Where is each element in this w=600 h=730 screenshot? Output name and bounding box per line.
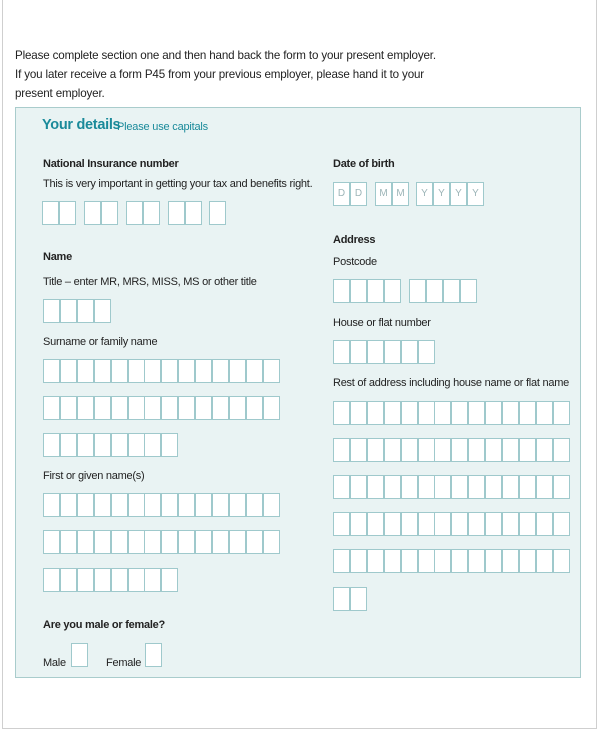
postcode-box[interactable] (443, 279, 460, 303)
intro-text (15, 46, 575, 103)
first-name-box[interactable] (246, 530, 263, 554)
dob-box[interactable]: D (333, 182, 350, 206)
first-name-box[interactable] (128, 493, 145, 517)
surname-box[interactable] (144, 396, 161, 420)
address-box[interactable] (384, 549, 401, 573)
address-box[interactable] (350, 401, 367, 425)
address-box[interactable] (502, 549, 519, 573)
address-box[interactable] (333, 587, 350, 611)
surname-box[interactable] (263, 359, 280, 383)
ni-number-box[interactable] (42, 201, 59, 225)
surname-box[interactable] (229, 396, 246, 420)
address-box[interactable] (384, 438, 401, 462)
address-box[interactable] (434, 401, 451, 425)
surname-box[interactable] (178, 396, 195, 420)
address-box[interactable] (451, 438, 468, 462)
address-box[interactable] (333, 475, 350, 499)
postcode-box[interactable] (384, 279, 401, 303)
first-name-box[interactable] (178, 530, 195, 554)
first-name-box[interactable] (111, 493, 128, 517)
surname-box[interactable] (246, 359, 263, 383)
address-box[interactable] (485, 475, 502, 499)
address-box[interactable] (485, 512, 502, 536)
ni-number-box[interactable] (59, 201, 76, 225)
address-box[interactable] (434, 475, 451, 499)
postcode-box[interactable] (426, 279, 443, 303)
first-name-box[interactable] (212, 493, 229, 517)
female-checkbox[interactable] (145, 643, 162, 667)
address-box[interactable] (384, 475, 401, 499)
postcode-box[interactable] (333, 279, 350, 303)
dob-box[interactable]: D (350, 182, 367, 206)
title-box[interactable] (77, 299, 94, 323)
first-name-box[interactable] (144, 530, 161, 554)
address-box[interactable] (333, 549, 350, 573)
address-box[interactable] (536, 512, 553, 536)
name-heading: Name (43, 251, 72, 263)
first-name-box[interactable] (128, 530, 145, 554)
address-box[interactable] (401, 549, 418, 573)
address-box[interactable] (468, 401, 485, 425)
address-box[interactable] (519, 438, 536, 462)
address-box[interactable] (468, 475, 485, 499)
first-name-box[interactable] (195, 530, 212, 554)
first-name-box[interactable] (263, 530, 280, 554)
surname-box[interactable] (111, 433, 128, 457)
surname-box[interactable] (195, 359, 212, 383)
surname-box[interactable] (60, 359, 77, 383)
gender-question: Are you male or female? (43, 619, 166, 631)
first-name-box[interactable] (263, 493, 280, 517)
first-name-box[interactable] (94, 493, 111, 517)
house-number-box[interactable] (418, 340, 435, 364)
first-name-box[interactable] (178, 493, 195, 517)
address-box[interactable] (350, 475, 367, 499)
address-box[interactable] (468, 512, 485, 536)
address-box[interactable] (485, 438, 502, 462)
address-box[interactable] (333, 438, 350, 462)
male-checkbox[interactable] (71, 643, 88, 667)
address-box[interactable] (451, 549, 468, 573)
surname-box[interactable] (60, 433, 77, 457)
ni-number-box[interactable] (126, 201, 143, 225)
address-box[interactable] (553, 475, 570, 499)
rest-of-address-label: Rest of address including house name or flat name (333, 377, 570, 389)
first-name-box[interactable] (77, 493, 94, 517)
address-box[interactable] (384, 512, 401, 536)
address-box[interactable] (502, 438, 519, 462)
address-box[interactable] (367, 512, 384, 536)
address-box[interactable] (553, 549, 570, 573)
address-box[interactable] (401, 475, 418, 499)
address-box[interactable] (401, 401, 418, 425)
first-name-box[interactable] (43, 568, 60, 592)
surname-box[interactable] (111, 359, 128, 383)
address-box[interactable] (418, 475, 435, 499)
dob-box[interactable]: Y (450, 182, 467, 206)
address-box[interactable] (350, 549, 367, 573)
address-box[interactable] (418, 438, 435, 462)
address-box[interactable] (401, 438, 418, 462)
first-name-box[interactable] (77, 568, 94, 592)
address-box[interactable] (502, 475, 519, 499)
surname-box[interactable] (178, 359, 195, 383)
address-box[interactable] (468, 549, 485, 573)
dob-box[interactable]: M (392, 182, 409, 206)
surname-box[interactable] (144, 359, 161, 383)
ni-number-box[interactable] (143, 201, 160, 225)
address-box[interactable] (502, 401, 519, 425)
surname-box[interactable] (94, 433, 111, 457)
address-box[interactable] (451, 475, 468, 499)
surname-box[interactable] (77, 359, 94, 383)
first-name-label: First or given name(s) (43, 470, 145, 482)
address-box[interactable] (333, 401, 350, 425)
ni-number-box[interactable] (209, 201, 226, 225)
surname-box[interactable] (161, 396, 178, 420)
address-box[interactable] (434, 549, 451, 573)
surname-box[interactable] (43, 433, 60, 457)
address-box[interactable] (468, 438, 485, 462)
intro-line-1: Please complete section one and then hand back the form to your present employer. (15, 49, 436, 62)
first-name-box[interactable] (77, 530, 94, 554)
address-box[interactable] (350, 512, 367, 536)
dob-box[interactable]: Y (433, 182, 450, 206)
first-name-box[interactable] (212, 530, 229, 554)
first-name-box[interactable] (144, 568, 161, 592)
address-box[interactable] (485, 549, 502, 573)
first-name-box[interactable] (94, 530, 111, 554)
first-name-box[interactable] (43, 493, 60, 517)
address-box[interactable] (451, 512, 468, 536)
address-box[interactable] (519, 475, 536, 499)
address-heading: Address (333, 234, 376, 246)
house-number-label: House or flat number (333, 317, 431, 329)
address-box[interactable] (485, 401, 502, 425)
address-box[interactable] (519, 549, 536, 573)
house-number-box[interactable] (384, 340, 401, 364)
first-name-box[interactable] (43, 530, 60, 554)
ni-number-box[interactable] (84, 201, 101, 225)
address-box[interactable] (401, 512, 418, 536)
address-box[interactable] (434, 512, 451, 536)
first-name-box[interactable] (246, 493, 263, 517)
surname-box[interactable] (94, 359, 111, 383)
address-box[interactable] (418, 512, 435, 536)
surname-box[interactable] (212, 359, 229, 383)
title-box[interactable] (60, 299, 77, 323)
first-name-box[interactable] (195, 493, 212, 517)
house-number-box[interactable] (333, 340, 350, 364)
address-box[interactable] (367, 475, 384, 499)
surname-box[interactable] (128, 433, 145, 457)
postcode-label: Postcode (333, 256, 377, 268)
address-box[interactable] (519, 401, 536, 425)
address-box[interactable] (350, 587, 367, 611)
intro-line-2: If you later receive a form P45 from your previous employer, please hand it to your (15, 68, 424, 81)
first-name-box[interactable] (60, 530, 77, 554)
male-label: Male (43, 657, 66, 669)
section-title: Your details (42, 117, 121, 133)
address-box[interactable] (367, 549, 384, 573)
first-name-box[interactable] (60, 493, 77, 517)
surname-box[interactable] (161, 359, 178, 383)
surname-box[interactable] (94, 396, 111, 420)
title-label: Title – enter MR, MRS, MISS, MS or other title (43, 276, 257, 288)
surname-box[interactable] (212, 396, 229, 420)
surname-label: Surname or family name (43, 336, 158, 348)
address-box[interactable] (350, 438, 367, 462)
postcode-box[interactable] (409, 279, 426, 303)
surname-box[interactable] (128, 359, 145, 383)
surname-box[interactable] (263, 396, 280, 420)
address-box[interactable] (536, 438, 553, 462)
first-name-box[interactable] (144, 493, 161, 517)
address-box[interactable] (553, 438, 570, 462)
your-details-panel (15, 107, 581, 678)
postcode-box[interactable] (460, 279, 477, 303)
title-box[interactable] (94, 299, 111, 323)
address-box[interactable] (418, 401, 435, 425)
first-name-box[interactable] (161, 568, 178, 592)
section-subtitle: Please use capitals (117, 121, 208, 133)
ni-number-box[interactable] (168, 201, 185, 225)
first-name-box[interactable] (94, 568, 111, 592)
address-box[interactable] (553, 401, 570, 425)
first-name-box[interactable] (229, 493, 246, 517)
ni-help-text: This is very important in getting your tax and benefits right. (43, 178, 313, 190)
surname-box[interactable] (43, 359, 60, 383)
address-box[interactable] (536, 549, 553, 573)
house-number-box[interactable] (401, 340, 418, 364)
ni-number-box[interactable] (185, 201, 202, 225)
intro-line-3: present employer. (15, 87, 105, 100)
postcode-box[interactable] (350, 279, 367, 303)
address-box[interactable] (536, 401, 553, 425)
house-number-box[interactable] (350, 340, 367, 364)
first-name-box[interactable] (111, 530, 128, 554)
address-box[interactable] (367, 401, 384, 425)
address-box[interactable] (384, 401, 401, 425)
first-name-box[interactable] (60, 568, 77, 592)
dob-label: Date of birth (333, 158, 395, 170)
surname-box[interactable] (77, 396, 94, 420)
dob-box[interactable]: M (375, 182, 392, 206)
ni-number-box[interactable] (101, 201, 118, 225)
first-name-box[interactable] (229, 530, 246, 554)
title-box[interactable] (43, 299, 60, 323)
surname-box[interactable] (111, 396, 128, 420)
address-box[interactable] (536, 475, 553, 499)
address-box[interactable] (502, 512, 519, 536)
surname-box[interactable] (60, 396, 77, 420)
surname-box[interactable] (246, 396, 263, 420)
surname-box[interactable] (195, 396, 212, 420)
first-name-box[interactable] (111, 568, 128, 592)
first-name-box[interactable] (161, 493, 178, 517)
surname-box[interactable] (77, 433, 94, 457)
female-label: Female (106, 657, 142, 669)
surname-box[interactable] (128, 396, 145, 420)
ni-label: National Insurance number (43, 158, 179, 170)
first-name-box[interactable] (128, 568, 145, 592)
dob-box[interactable]: Y (467, 182, 484, 206)
address-box[interactable] (333, 512, 350, 536)
surname-box[interactable] (161, 433, 178, 457)
address-box[interactable] (418, 549, 435, 573)
surname-box[interactable] (43, 396, 60, 420)
surname-box[interactable] (144, 433, 161, 457)
surname-box[interactable] (229, 359, 246, 383)
first-name-box[interactable] (161, 530, 178, 554)
address-box[interactable] (451, 401, 468, 425)
address-box[interactable] (519, 512, 536, 536)
postcode-box[interactable] (367, 279, 384, 303)
dob-box[interactable]: Y (416, 182, 433, 206)
address-box[interactable] (553, 512, 570, 536)
address-box[interactable] (434, 438, 451, 462)
house-number-box[interactable] (367, 340, 384, 364)
address-box[interactable] (367, 438, 384, 462)
